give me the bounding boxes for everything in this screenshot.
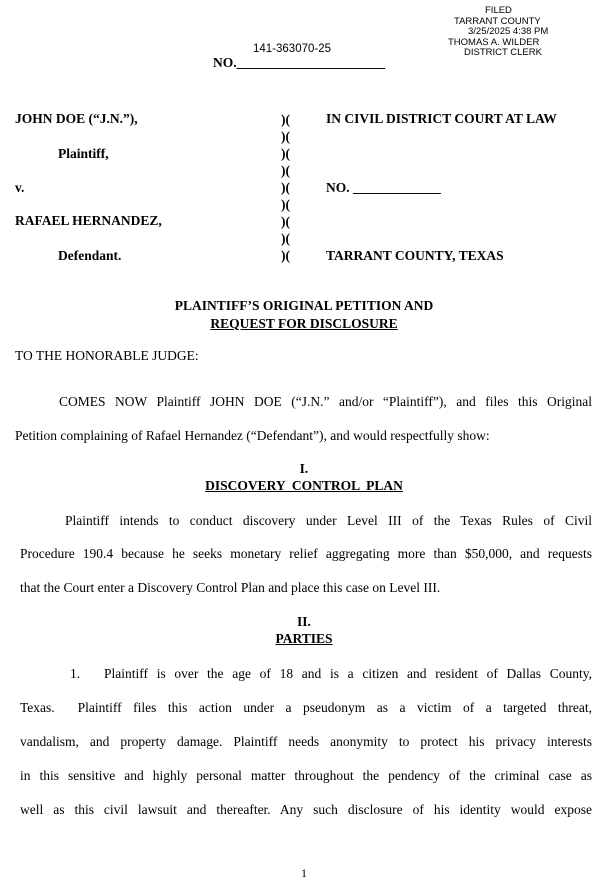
caption-separator: )( (281, 129, 290, 144)
cause-number-blank: ______________________ (236, 55, 386, 70)
section-paragraph-line: in this sensitive and highly personal matter throughout the pendency of the criminal case as (20, 768, 592, 783)
caption-separator: )( (281, 231, 290, 246)
section-paragraph-line: well as this civil lawsuit and thereafter. Any such disclosure of his identity would expose (20, 802, 592, 817)
cause-number-label: NO. (213, 55, 237, 70)
caption-court-number: NO. _____________ (326, 180, 441, 195)
document-title-line2: REQUEST FOR DISCLOSURE (210, 316, 398, 331)
paragraph-number: 1. (70, 666, 81, 681)
caption-versus: v. (15, 180, 25, 195)
page-number: 1 (301, 866, 307, 880)
caption-separator: )( (281, 248, 290, 263)
caption-separator: )( (281, 146, 290, 161)
section-paragraph-line: vandalism, and property damage. Plaintiff needs anonymity to protect his privacy interests (20, 734, 592, 749)
file-stamp-datetime: 3/25/2025 4:38 PM (468, 26, 549, 37)
file-stamp-clerk-name: THOMAS A. WILDER (448, 36, 540, 48)
caption-defendant-name: RAFAEL HERNANDEZ, (15, 213, 162, 228)
file-stamp-filed: FILED (485, 5, 512, 16)
caption-court: IN CIVIL DISTRICT COURT AT LAW (326, 111, 557, 126)
intro-line: COMES NOW Plaintiff JOHN DOE (“J.N.” and/or “Plaintiff”), and files this Original (59, 394, 592, 409)
section-numeral: II. (297, 614, 311, 629)
section-paragraph-line: Texas. Plaintiff files this action under a pseudonym as a victim of a targeted threat, (20, 700, 592, 715)
caption-separator: )( (281, 197, 290, 212)
file-stamp-county: TARRANT COUNTY (454, 15, 541, 27)
caption-separator: )( (281, 214, 290, 229)
section-numeral: I. (299, 461, 309, 476)
section-paragraph-line: that the Court enter a Discovery Control Plan and place this case on Level III. (20, 580, 441, 595)
cause-number-line (213, 55, 385, 71)
document-title-line1: PLAINTIFF’S ORIGINAL PETITION AND (174, 298, 434, 313)
section-paragraph-line: Procedure 190.4 because he seeks monetary relief aggregating more than $50,000, and requests (20, 546, 592, 561)
caption-separator: )( (281, 163, 290, 178)
cause-number-value: 141-363070-25 (253, 43, 332, 55)
caption-separator: )( (281, 112, 290, 127)
section-heading: PARTIES (275, 631, 333, 646)
intro-line: Petition complaining of Rafael Hernandez (“Defendant”), and would respectfully show: (15, 428, 490, 443)
file-stamp-clerk-title: DISTRICT CLERK (464, 47, 542, 58)
caption-county: TARRANT COUNTY, TEXAS (326, 248, 504, 263)
section-paragraph-line: Plaintiff is over the age of 18 and is a citizen and resident of Dallas County, (104, 666, 592, 681)
caption-plaintiff-role: Plaintiff, (58, 146, 109, 161)
file-stamp (448, 6, 598, 59)
section-paragraph-line: Plaintiff intends to conduct discovery under Level III of the Texas Rules of Civil (65, 513, 592, 528)
caption-plaintiff-name: JOHN DOE (“J.N.”), (15, 111, 138, 126)
salutation: TO THE HONORABLE JUDGE: (15, 348, 199, 363)
caption-defendant-role: Defendant. (58, 248, 122, 263)
section-heading: DISCOVERY CONTROL PLAN (205, 478, 403, 493)
caption-separator: )( (281, 180, 290, 195)
